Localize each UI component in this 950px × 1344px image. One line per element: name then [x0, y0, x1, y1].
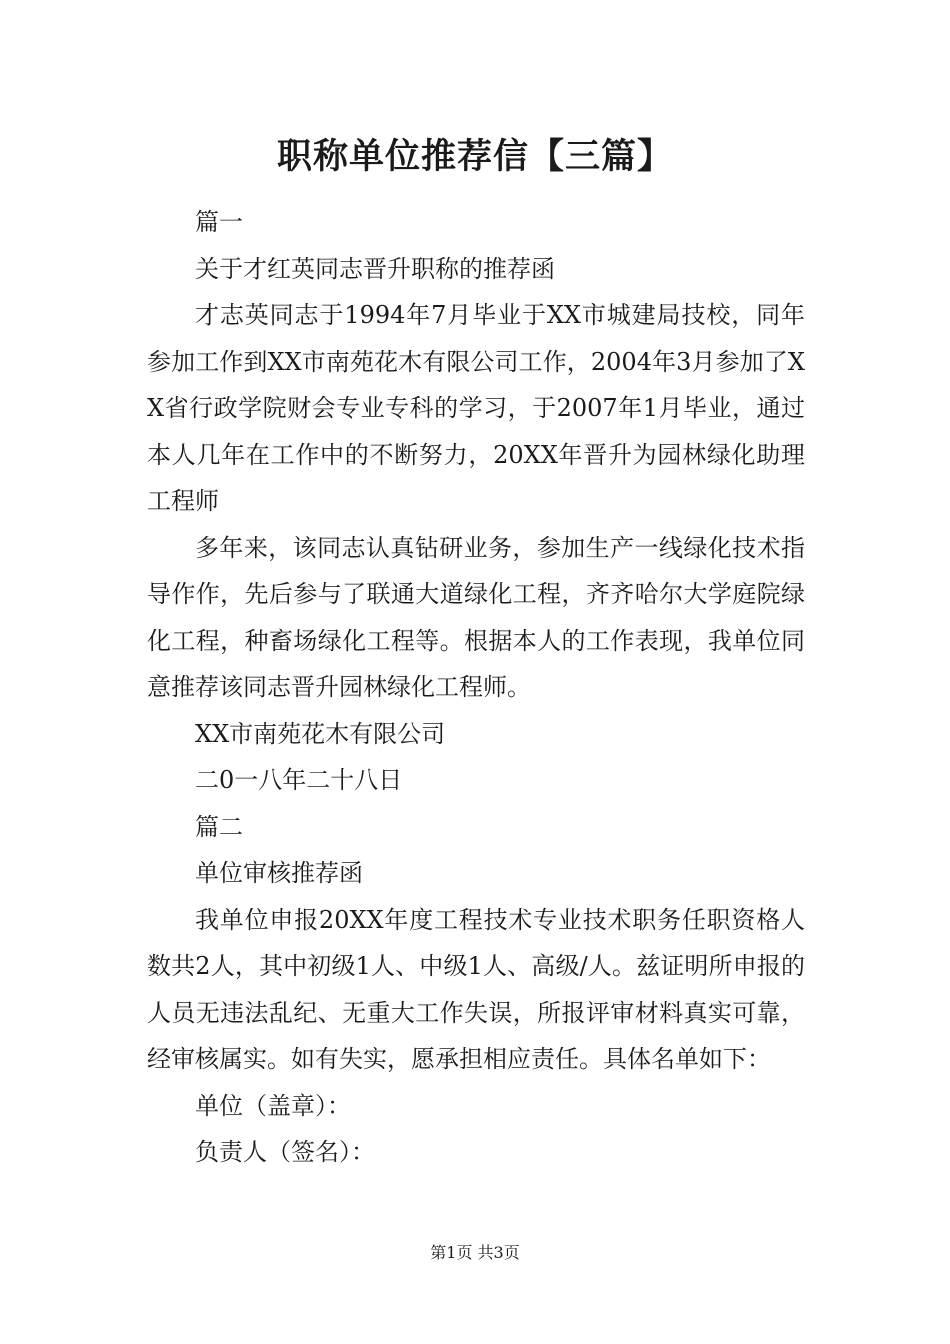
document-title: 职称单位推荐信【三篇】: [276, 136, 673, 177]
signature-company: XX市南苑花木有限公司: [195, 719, 446, 748]
letter-title-2: 单位审核推荐函: [195, 859, 363, 887]
section-heading-2: 篇二: [195, 812, 243, 841]
page-total: 共3页: [477, 1243, 520, 1262]
letter-title-1: 关于才红英同志晋升职称的推荐函: [195, 254, 555, 283]
page-number: 第1页: [430, 1243, 473, 1262]
page-footer: [0, 1241, 950, 1265]
signature-line: 负责人（签名）：: [195, 1138, 375, 1166]
seal-line: 单位（盖章）：: [195, 1091, 351, 1120]
paragraph: 我单位申报20XX年度工程技术专业技术职务任职资格人数共2人，其中初级1人、中级1人、高级/人。兹证明所申报的人员无违法乱纪、无重大工作失误，所报评审材料真实可靠，经审核属实。如有失实，愿承担相应责任。具体名单如下：: [147, 905, 805, 1073]
signature-date: 二0一八年二十八日: [195, 766, 403, 794]
section-heading-1: 篇一: [195, 208, 243, 236]
paragraph: 多年来，该同志认真钻研业务，参加生产一线绿化技术指导作作，先后参与了联通大道绿化工程，齐齐哈尔大学庭院绿化工程，种畜场绿化工程等。根据本人的工作表现，我单位同意推荐该同志晋升园林绿化工程师。: [147, 533, 805, 701]
paragraph: 才志英同志于1994年7月毕业于XX市城建局技校，同年参加工作到XX市南苑花木有限公司工作，2004年3月参加了XX省行政学院财会专业专科的学习，于2007年1月毕业，通过本人几年在工作中的不断努力，20XX年晋升为园林绿化助理工程师: [147, 301, 805, 515]
document-body: [147, 199, 805, 1176]
